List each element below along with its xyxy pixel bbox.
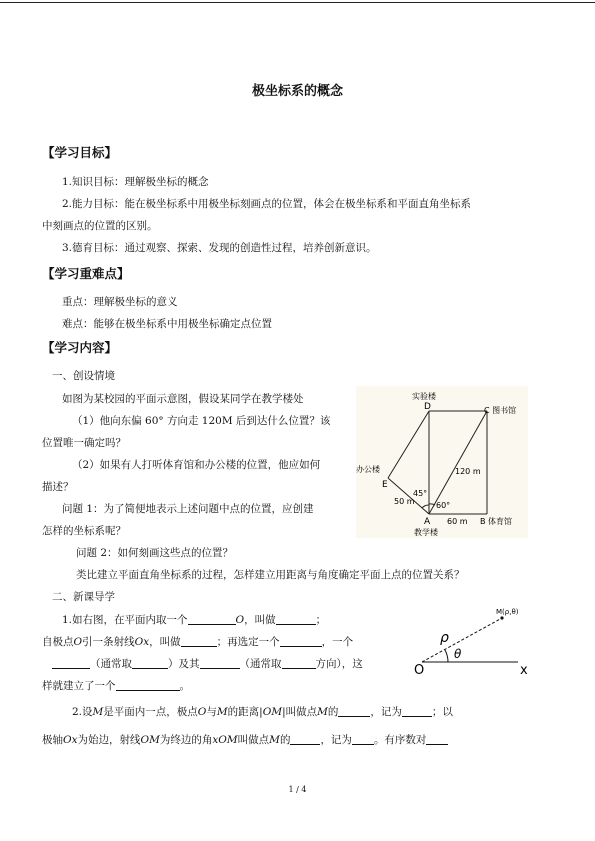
symbol-ox: Ox: [63, 734, 78, 746]
new-lesson-line-3: [52, 656, 363, 671]
point-a-label: A: [424, 517, 431, 527]
lab-label: 实验楼: [412, 392, 436, 401]
symbol-o: O: [235, 614, 245, 626]
symbol-ox: Ox: [134, 636, 150, 648]
symbol-xom: xOM: [212, 734, 238, 746]
text-fragment: ，叫做: [244, 614, 276, 626]
symbol-m: M: [317, 706, 328, 718]
blank-fill[interactable]: [402, 705, 432, 717]
distance-120-label: 120 m: [455, 467, 481, 476]
text-fragment: （通常取: [239, 658, 282, 670]
text-fragment: 的: [279, 734, 291, 746]
text-fragment: 叫做点: [237, 734, 270, 746]
point-d-label: D: [424, 402, 431, 412]
goal-2-line-1: 2.能力目标：能在极坐标系中用极坐标刻画点的位置，体会在极坐标系和平面直角坐标系: [62, 198, 472, 210]
text-fragment: 自极点: [42, 636, 74, 648]
blank-fill[interactable]: [200, 657, 240, 669]
text-fragment: 为始边，射线: [77, 734, 141, 746]
symbol-o: O: [197, 706, 207, 718]
point-m: [500, 616, 503, 619]
question-1-line-2: 怎样的坐标系呢？: [42, 525, 126, 537]
content-heading: 【学习内容】: [42, 340, 118, 355]
blank-fill[interactable]: [280, 635, 322, 647]
text-fragment: 样就建立了一个: [42, 680, 116, 692]
text-fragment: ，叫做: [149, 636, 181, 648]
new-lesson-line-1: [62, 612, 326, 627]
text-fragment: 的: [327, 706, 339, 718]
new-lesson-line-4: [42, 678, 190, 693]
text-fragment: ，记为: [320, 734, 352, 746]
blank-fill[interactable]: [352, 733, 374, 745]
question-2: 问题 2：如何刻画这些点的位置？: [76, 547, 234, 559]
goal-3: 3.德育目标：通过观察、探索、发现的创造性过程，培养创新意识。: [62, 242, 377, 254]
teaching-label: 教学楼: [414, 528, 438, 537]
key-point: 重点：理解极坐标的意义: [62, 296, 178, 308]
analogy-question: 类比建立平面直角坐标系的过程，怎样建立用距离与角度确定平面上点的位置关系？: [76, 569, 465, 581]
text-fragment: （通常取: [90, 658, 132, 670]
symbol-m: M: [216, 706, 228, 718]
theta-label: θ: [454, 647, 462, 661]
text-fragment: 极轴: [42, 734, 63, 746]
symbol-om: OM: [140, 734, 160, 746]
text-fragment: 与: [206, 706, 217, 718]
blank-fill[interactable]: [116, 679, 180, 691]
distance-60-label: 60 m: [447, 517, 468, 526]
text-fragment: ；以: [431, 706, 453, 718]
text-fragment: 。有序数对: [373, 734, 427, 746]
blank-fill[interactable]: [426, 733, 448, 745]
part1-heading: 一、创设情境: [52, 370, 115, 382]
question-1-line-1: 问题 1：为了简便地表示上述问题中点的位置，应创建: [62, 503, 314, 515]
difficult-point: 难点：能够在极坐标系中用极坐标确定点位置: [62, 318, 272, 330]
point-m-label: M(ρ,θ): [496, 608, 519, 616]
text-fragment: 。: [179, 680, 190, 692]
angle-60-label: 60°: [436, 501, 451, 510]
text-fragment: 引一条射线: [82, 636, 135, 648]
text-fragment: ；: [315, 614, 327, 626]
goals-heading: 【学习目标】: [42, 145, 118, 160]
gym-label: B 体育馆: [480, 517, 513, 526]
part1-p1: 如图为某校园的平面示意图，假设某同学在教学楼处: [62, 393, 304, 405]
part2-heading: 二、新课导学: [52, 591, 115, 603]
symbol-abs-om: |OM|: [259, 706, 286, 718]
blank-fill[interactable]: [181, 635, 217, 647]
symbol-m: M: [269, 734, 280, 746]
part1-p2: （1）他向东偏 60° 方向走 120M 后到达什么位置？该: [72, 415, 331, 427]
blank-fill[interactable]: [188, 613, 236, 625]
office-label: 办公楼: [356, 465, 380, 474]
definition-line-1: [72, 704, 453, 719]
part1-p5: 描述？: [42, 481, 74, 493]
text-fragment: ；再选定一个: [216, 636, 280, 648]
text-fragment: 叫做点: [285, 706, 318, 718]
text-fragment: ，记为: [370, 706, 402, 718]
distance-50-label: 50 m: [394, 497, 415, 506]
key-heading: 【学习重难点】: [42, 266, 130, 281]
goal-2-line-2: 中刻画点的位置的区别。: [42, 220, 158, 232]
new-lesson-line-2: [42, 634, 353, 649]
blank-fill[interactable]: [290, 733, 320, 745]
part1-p4: （2）如果有人打听体育馆和办公楼的位置，他应如何: [72, 459, 321, 471]
text-fragment: ）及其: [168, 658, 200, 670]
part1-p3: 位置唯一确定吗？: [42, 437, 126, 449]
text-fragment: 1.如右图，在平面内取一个: [62, 614, 188, 626]
text-fragment: 为终边的角: [159, 734, 213, 746]
rho-label: ρ: [440, 630, 449, 646]
text-fragment: 方向），这: [315, 658, 363, 670]
page-title: 极坐标系的概念: [251, 84, 343, 99]
blank-fill[interactable]: [132, 657, 168, 669]
text-fragment: 的距离: [227, 706, 260, 718]
campus-map-figure: [356, 386, 528, 538]
text-fragment: ，一个: [321, 636, 354, 648]
symbol-m: M: [92, 706, 104, 718]
blank-fill[interactable]: [276, 613, 316, 625]
header-rule: [0, 2, 595, 3]
origin-label: O: [414, 663, 425, 678]
radius-line: [422, 618, 502, 662]
angle-arc: [445, 650, 448, 662]
blank-fill[interactable]: [52, 657, 90, 669]
goal-1: 1.知识目标：理解极坐标的概念: [62, 176, 209, 188]
blank-fill[interactable]: [338, 705, 370, 717]
text-fragment: 2.设: [72, 706, 93, 718]
blank-fill[interactable]: [282, 657, 316, 669]
page-number: 1 / 4: [288, 785, 307, 794]
symbol-o: O: [73, 636, 83, 648]
definition-line-2: [42, 732, 448, 747]
library-label: C 图书馆: [484, 406, 517, 415]
polar-coordinate-figure: [410, 604, 560, 684]
angle-45-label: 45°: [413, 489, 428, 498]
x-axis-label: x: [520, 663, 528, 678]
point-e-label: E: [382, 480, 388, 490]
text-fragment: 是平面内一点，极点: [103, 706, 198, 718]
